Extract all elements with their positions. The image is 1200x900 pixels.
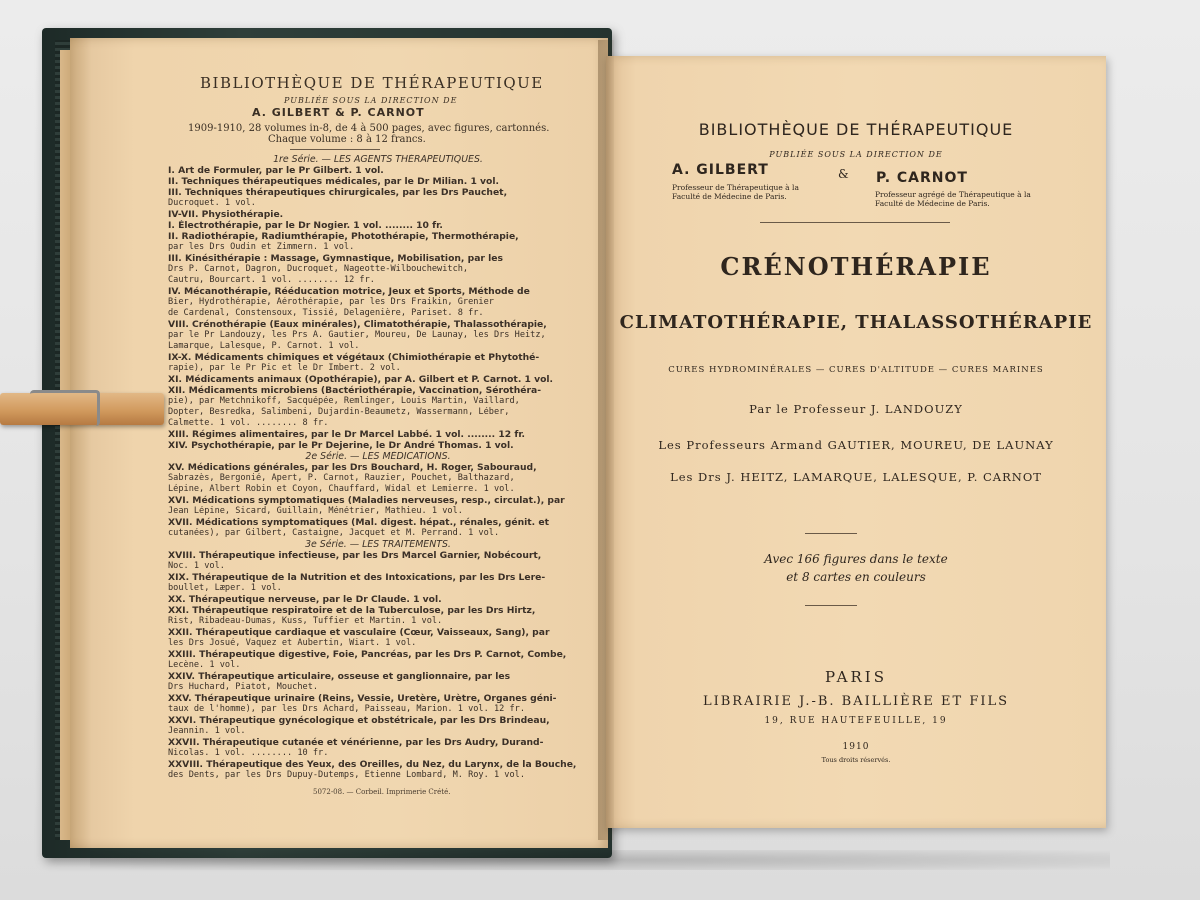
left-divider <box>290 149 380 150</box>
catalog-line: des Dents, par les Drs Dupuy-Dutemps, Etienne Lombard, M. Roy. 1 vol. <box>168 770 525 780</box>
catalog-line: boullet, Læper. 1 vol. <box>168 583 282 593</box>
catalog-line: XVII. Médications symptomatiques (Mal. digest. hépat., rénales, génit. et <box>168 517 549 528</box>
author-line-2: Les Professeurs Armand GAUTIER, MOUREU, DE LAUNAY <box>658 438 1054 452</box>
catalog-line: II. Radiothérapie, Radiumthérapie, Photothérapie, Thermothérapie, <box>168 231 519 242</box>
catalog-line: pie), par Metchnikoff, Sacquépée, Remlinger, Louis Martin, Vaillard, <box>168 396 520 406</box>
catalog-line: Jean Lépine, Sicard, Guillain, Ménétrier, Mathieu. 1 vol. <box>168 506 463 516</box>
right-series-title: BIBLIOTHÈQUE DE THÉRAPEUTIQUE <box>698 120 1014 139</box>
catalog-line: Noc. 1 vol. <box>168 561 225 571</box>
author-line-3: Les Drs J. HEITZ, LAMARQUE, LALESQUE, P. CARNOT <box>670 470 1042 484</box>
left-series-title: BIBLIOTHÈQUE DE THÉRAPEUTIQUE <box>200 74 544 92</box>
cures-line: CURES HYDROMINÉRALES — CURES D'ALTITUDE — CURES MARINES <box>668 365 1044 375</box>
right-divider-mid <box>805 533 857 534</box>
catalog-line: XXI. Thérapeutique respiratoire et de la Tuberculose, par les Drs Hirtz, <box>168 605 536 616</box>
catalog-line: 2e Série. — LES MÉDICATIONS. <box>305 451 451 462</box>
catalog-line: XXVI. Thérapeutique gynécologique et obstétricale, par les Drs Brindeau, <box>168 715 550 726</box>
catalog-line: Calmette. 1 vol. ........ 8 fr. <box>168 418 329 428</box>
author-line-1: Par le Professeur J. LANDOUZY <box>749 402 963 416</box>
catalog-line: I. Électrothérapie, par le Dr Nogier. 1 vol. ........ 10 fr. <box>168 220 443 231</box>
catalog-line: Dopter, Besredka, Salimbeni, Dujardin-Beaumetz, Wassermann, Léber, <box>168 407 510 417</box>
book-subtitle: CLIMATOTHÉRAPIE, THALASSOTHÉRAPIE <box>619 312 1093 333</box>
catalog-line: XXV. Thérapeutique urinaire (Reins, Vessie, Uretère, Urètre, Organes géni- <box>168 693 557 704</box>
catalog-line: XXVIII. Thérapeutique des Yeux, des Oreilles, du Nez, du Larynx, de la Bouche, <box>168 759 577 770</box>
catalog-line: XXII. Thérapeutique cardiaque et vasculaire (Cœur, Vaisseaux, Sang), par <box>168 627 550 638</box>
editor2-title: Professeur agrégé de Thérapeutique à la Faculté de Médecine de Paris. <box>875 190 1031 208</box>
catalog-line: Rist, Ribadeau-Dumas, Kuss, Tuffier et Martin. 1 vol. <box>168 616 443 626</box>
catalog-line: XVI. Médications symptomatiques (Maladies nerveuses, resp., circulat.), par <box>168 495 565 506</box>
catalog-line: XIX. Thérapeutique de la Nutrition et des Intoxications, par les Drs Lere- <box>168 572 546 583</box>
catalog-line: Drs Huchard, Piatot, Mouchet. <box>168 682 319 692</box>
catalog-line: XXIII. Thérapeutique digestive, Foie, Pancréas, par les Drs P. Carnot, Combe, <box>168 649 567 660</box>
catalog-line: XII. Médicaments microbiens (Bactériothérapie, Vaccination, Sérothéra- <box>168 385 542 396</box>
catalog-line: IV-VII. Physiothérapie. <box>168 209 284 220</box>
catalog-line: taux de l'homme), par les Drs Achard, Paisseau, Marion. 1 vol. 12 fr. <box>168 704 525 714</box>
catalog-line: 1re Série. — LES AGENTS THÉRAPEUTIQUES. <box>273 154 483 165</box>
catalog-line: Drs P. Carnot, Dagron, Ducroquet, Nageotte-Wilbouchewitch, <box>168 264 469 274</box>
catalog-line: XVIII. Thérapeutique infectieuse, par les Drs Marcel Garnier, Nobécourt, <box>168 550 542 561</box>
catalog-line: I. Art de Formuler, par le Pr Gilbert. 1 vol. <box>168 165 384 176</box>
catalog-line: Sabrazès, Bergonié, Apert, P. Carnot, Rauzier, Pouchet, Balthazard, <box>168 473 515 483</box>
catalog-line: XI. Médicaments animaux (Opothérapie), par A. Gilbert et P. Carnot. 1 vol. <box>168 374 554 385</box>
catalog-line: XV. Médications générales, par les Drs Bouchard, H. Roger, Sabouraud, <box>168 462 537 473</box>
left-published-under: PUBLIÉE SOUS LA DIRECTION DE <box>284 96 458 105</box>
editor1-name: A. GILBERT <box>672 162 769 178</box>
book-shadow <box>90 850 1110 870</box>
editor2-name: P. CARNOT <box>876 170 968 186</box>
catalog-line: XXVII. Thérapeutique cutanée et vénérienne, par les Drs Audry, Durand- <box>168 737 544 748</box>
figures-line-1: Avec 166 figures dans le texte <box>764 552 948 566</box>
catalog-list <box>168 154 588 781</box>
left-editors: A. GILBERT & P. CARNOT <box>252 106 425 119</box>
catalog-line: par les Drs Oudin et Zimmern. 1 vol. <box>168 242 355 252</box>
editor1-title: Professeur de Thérapeutique à la Faculté de Médecine de Paris. <box>672 183 799 201</box>
catalog-line: Nicolas. 1 vol. ........ 10 fr. <box>168 748 329 758</box>
catalog-line: XX. Thérapeutique nerveuse, par le Dr Claude. 1 vol. <box>168 594 442 605</box>
publisher-address: 19, RUE HAUTEFEUILLE, 19 <box>764 716 948 726</box>
rights-notice: Tous droits réservés. <box>821 756 891 764</box>
catalog-line: de Cardenal, Constensoux, Tissié, Delagenière, Pariset. 8 fr. <box>168 308 484 318</box>
catalog-line: VIII. Crénothérapie (Eaux minérales), Climatothérapie, Thalassothérapie, <box>168 319 547 330</box>
right-published-under: PUBLIÉE SOUS LA DIRECTION DE <box>769 150 943 159</box>
catalog-line: IV. Mécanothérapie, Rééducation motrice, Jeux et Sports, Méthode de <box>168 286 530 297</box>
catalog-line: les Drs Josué, Vaquez et Aubertin, Wiart. 1 vol. <box>168 638 417 648</box>
catalog-line: Ducroquet. 1 vol. <box>168 198 256 208</box>
catalog-line: XIII. Régimes alimentaires, par le Dr Marcel Labbé. 1 vol. ........ 12 fr. <box>168 429 526 440</box>
publisher-name: LIBRAIRIE J.-B. BAILLIÈRE ET FILS <box>702 694 1010 709</box>
left-info-line1: 1909-1910, 28 volumes in-8, de 4 à 500 pages, avec figures, cartonnés. <box>188 123 550 134</box>
catalog-line: Jeannin. 1 vol. <box>168 726 246 736</box>
catalog-line: Cautru, Bourcart. 1 vol. ........ 12 fr. <box>168 275 375 285</box>
left-info-line2: Chaque volume : 8 à 12 francs. <box>268 134 426 145</box>
catalog-line: rapie), par le Pr Pic et le Dr Imbert. 2 vol. <box>168 363 401 373</box>
figures-line-2: et 8 cartes en couleurs <box>786 570 926 584</box>
publication-year: 1910 <box>842 742 870 752</box>
catalog-line: IX-X. Médicaments chimiques et végétaux (Chimiothérapie et Phytothé- <box>168 352 540 363</box>
clothespin-spring <box>30 390 100 426</box>
catalog-line: Lamarque, Lalesque, P. Carnot. 1 vol. <box>168 341 360 351</box>
left-footer: 5072-08. — Corbeil. Imprimerie Crété. <box>313 788 451 796</box>
catalog-line: XXIV. Thérapeutique articulaire, osseuse et ganglionnaire, par les <box>168 671 511 682</box>
catalog-line: cutanées), par Gilbert, Castaigne, Jacquet et M. Perrand. 1 vol. <box>168 528 500 538</box>
right-divider-top <box>760 222 950 223</box>
catalog-line: II. Techniques thérapeutiques médicales, par le Dr Milian. 1 vol. <box>168 176 499 187</box>
catalog-line: Bier, Hydrothérapie, Aérothérapie, par les Drs Fraikin, Grenier <box>168 297 494 307</box>
publisher-city: PARIS <box>824 668 888 686</box>
catalog-line: 3e Série. — LES TRAITEMENTS. <box>305 539 451 550</box>
catalog-line: Lépine, Albert Robin et Coyon, Chauffard, Widal et Lemierre. 1 vol. <box>168 484 515 494</box>
editors-ampersand: & <box>838 167 849 181</box>
catalog-line: III. Kinésithérapie : Massage, Gymnastique, Mobilisation, par les <box>168 253 503 264</box>
book-main-title: CRÉNOTHÉRAPIE <box>720 252 992 281</box>
catalog-line: III. Techniques thérapeutiques chirurgicales, par les Drs Pauchet, <box>168 187 508 198</box>
catalog-line: Lecène. 1 vol. <box>168 660 241 670</box>
catalog-line: par le Pr Landouzy, les Prs A. Gautier, Moureu, De Launay, les Drs Heitz, <box>168 330 546 340</box>
catalog-line: XIV. Psychothérapie, par le Pr Dejerine, le Dr André Thomas. 1 vol. <box>168 440 514 451</box>
right-divider-low <box>805 605 857 606</box>
